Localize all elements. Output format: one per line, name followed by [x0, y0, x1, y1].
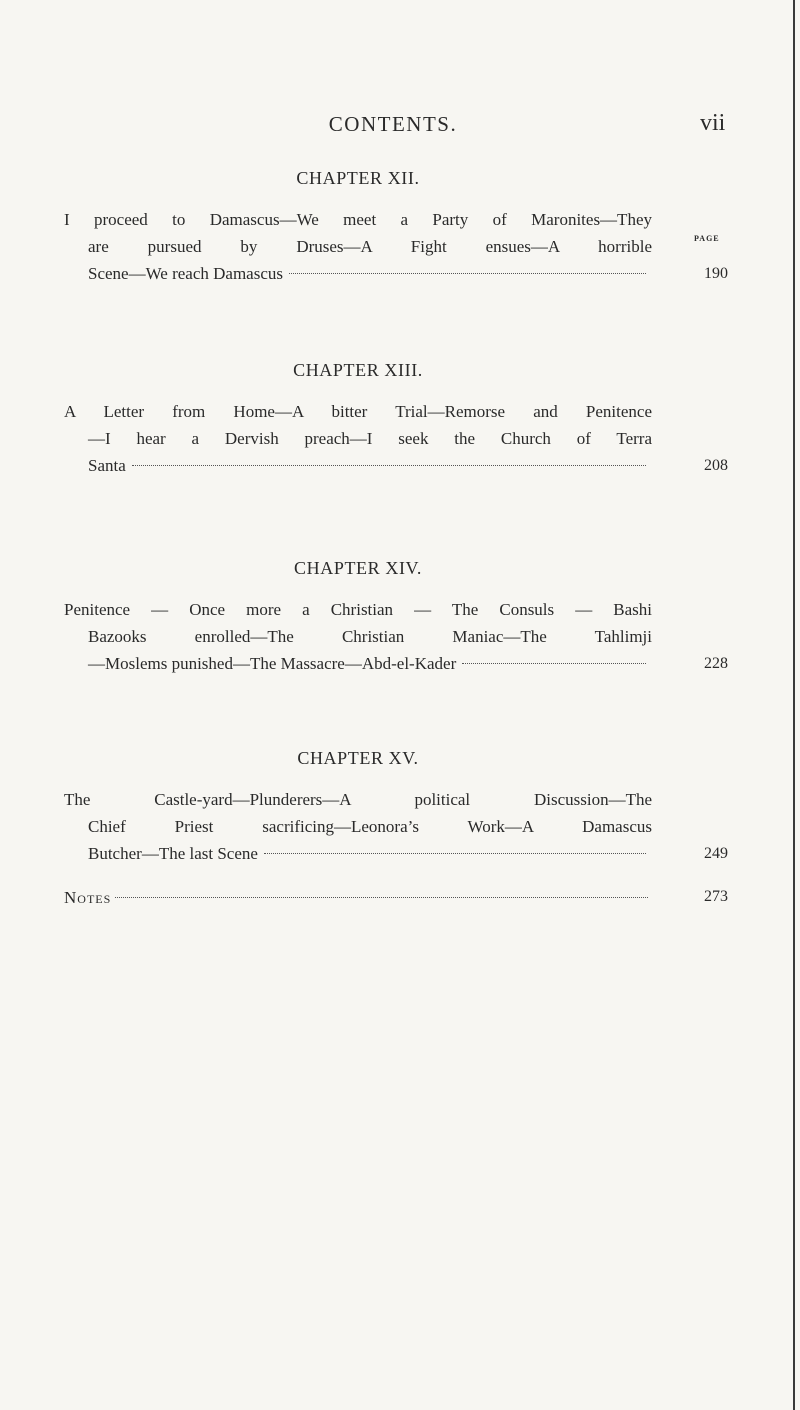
summary-line: Scene—We reach Damascus [88, 264, 283, 283]
chapter-page-number: 208 [704, 457, 728, 474]
chapter-title: CHAPTER XV. [297, 748, 419, 768]
summary-line: —I hear a Dervish preach—I seek the Church of Terra [88, 429, 652, 448]
dot-leader [462, 663, 646, 664]
notes-entry [64, 888, 728, 908]
summary-line: The Castle-yard—Plunderers—A political Discussion—The [64, 790, 652, 809]
notes-label: Notes [64, 888, 112, 907]
summary-line: Santa [88, 456, 126, 475]
chapter-entry-xiv [64, 558, 728, 677]
dot-leader [132, 465, 646, 466]
summary-line: I proceed to Damascus—We meet a Party of Maronites—They [64, 210, 652, 229]
summary-line: Bazooks enrolled—The Christian Maniac—The Tahlimji [88, 627, 652, 646]
chapter-page-number: 249 [704, 845, 728, 862]
chapter-page-number: 228 [704, 655, 728, 672]
chapter-page-number: 190 [704, 265, 728, 282]
notes-page-number: 273 [704, 888, 728, 905]
page-number: vii [700, 110, 726, 136]
summary-line: Chief Priest sacrificing—Leonora’s Work—A Damascus [88, 817, 652, 836]
dot-leader [264, 853, 646, 854]
chapter-title: CHAPTER XIII. [293, 360, 423, 380]
dot-leader [289, 273, 646, 274]
dot-leader [115, 897, 648, 898]
summary-line: Penitence — Once more a Christian — The Consuls — Bashi [64, 600, 652, 619]
summary-last-line [64, 452, 652, 479]
summary-line: A Letter from Home—A bitter Trial—Remorse and Penitence [64, 402, 652, 421]
page-edge-shadow [793, 0, 795, 1410]
summary-line: are pursued by Druses—A Fight ensues—A horrible [88, 237, 652, 256]
summary-line: —Moslems punished—The Massacre—Abd-el-Kader [88, 654, 457, 673]
chapter-title: CHAPTER XII. [296, 168, 420, 188]
running-header-title: CONTENTS. [328, 112, 458, 136]
chapter-entry-xv [64, 748, 728, 867]
chapter-title: CHAPTER XIV. [294, 558, 422, 578]
chapter-summary [64, 398, 728, 479]
page-column-label: PAGE [694, 234, 720, 243]
summary-line: Butcher—The last Scene [88, 844, 258, 863]
chapter-summary [64, 786, 728, 867]
summary-last-line [64, 260, 652, 287]
summary-last-line [64, 650, 652, 677]
summary-last-line [64, 840, 652, 867]
chapter-entry-xiii [64, 360, 728, 479]
chapter-summary [64, 596, 728, 677]
chapter-entry-xii [64, 168, 728, 287]
